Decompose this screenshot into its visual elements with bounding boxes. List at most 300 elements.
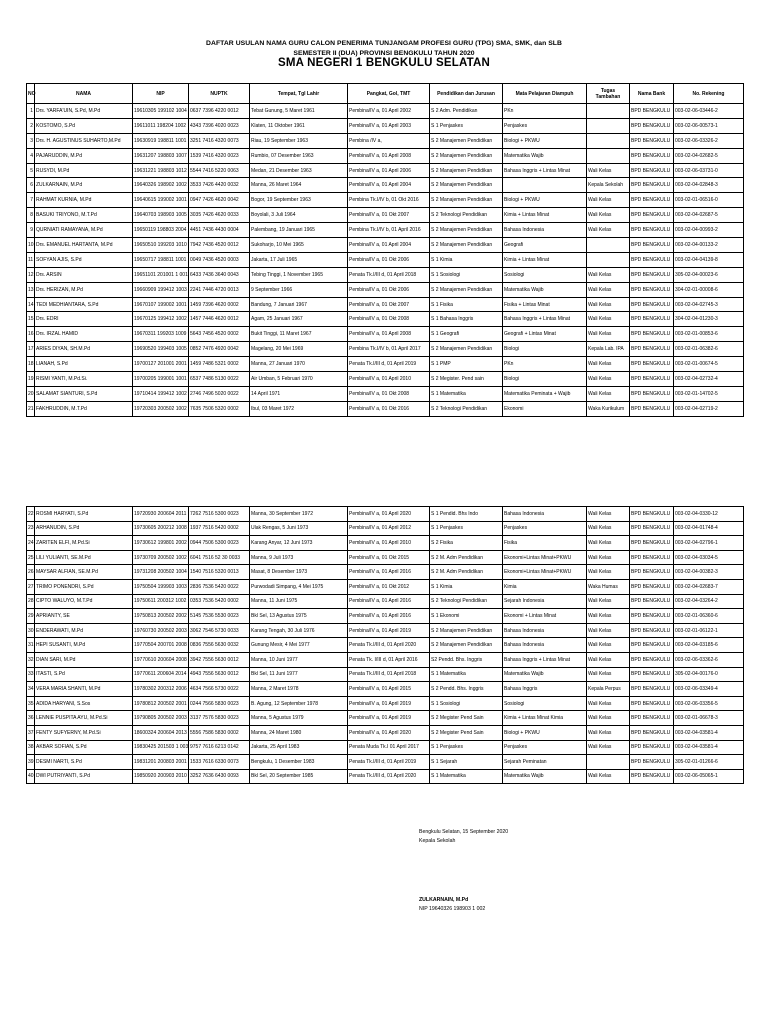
- table-row: [27, 711, 744, 726]
- cell-nuptk: 0637 7396 4220 0012: [189, 104, 250, 119]
- cell-mapel: PKn: [503, 104, 587, 119]
- cell-pangkat: Penata Muda Tk.I 01 April 2017: [348, 740, 430, 755]
- cell-mapel: Fisika: [503, 536, 587, 551]
- cell-pendidikan: S 1 Geografi: [430, 327, 503, 342]
- cell-mapel: Bahasa Inggris + Lintas Minat: [503, 652, 587, 667]
- cell-pendidikan: S 2 Fisika: [430, 536, 503, 551]
- cell-nama: Drs. EMANUEL HARTANTA, M.Pd: [35, 238, 133, 253]
- cell-tugas: Wali Kelas: [587, 740, 630, 755]
- cell-ttl: Manna, 30 September 1972: [250, 507, 348, 522]
- cell-pendidikan: S 1 Penjaskes: [430, 740, 503, 755]
- cell-nuptk: 0244 7566 5830 0023: [189, 696, 250, 711]
- cell-bank: BPD BENGKULU: [630, 267, 674, 282]
- cell-pangkat: Penata Tk.I/III d, 01 April 2019: [348, 755, 430, 770]
- cell-tugas: [587, 238, 630, 253]
- cell-rekening: 003-02-06-00573-1: [674, 118, 744, 133]
- cell-tugas: Wali Kelas: [587, 623, 630, 638]
- table-row: [27, 178, 744, 193]
- cell-nuptk: 3252 7636 6430 0093: [189, 769, 250, 784]
- cell-no: 36: [27, 711, 35, 726]
- cell-mapel: Geografi + Lintas Minat: [503, 327, 587, 342]
- cell-nip: 19760730 200502 2003: [133, 623, 189, 638]
- cell-nip: 19650510 199203 1010: [133, 238, 189, 253]
- table-row: [27, 594, 744, 609]
- table-row: [27, 193, 744, 208]
- cell-no: 5: [27, 163, 35, 178]
- cell-bank: BPD BENGKULU: [630, 725, 674, 740]
- cell-bank: BPD BENGKULU: [630, 372, 674, 387]
- cell-bank: BPD BENGKULU: [630, 252, 674, 267]
- cell-pangkat: Pembina/IV a, 01 April 2002: [348, 104, 430, 119]
- cell-bank: BPD BENGKULU: [630, 550, 674, 565]
- cell-nip: 19730605 200212 1008: [133, 521, 189, 536]
- cell-nuptk: 0353 7536 5420 0002: [189, 594, 250, 609]
- cell-tugas: [587, 755, 630, 770]
- cell-no: 17: [27, 342, 35, 357]
- cell-ttl: Manna, 26 Maret 1964: [250, 178, 348, 193]
- table-row: [27, 342, 744, 357]
- cell-nip: 19670311 199203 1009: [133, 327, 189, 342]
- cell-mapel: Sejarah Peminatan: [503, 755, 587, 770]
- cell-mapel: Sejarah Indonesia: [503, 594, 587, 609]
- cell-rekening: 003-02-01-06382-6: [674, 342, 744, 357]
- cell-bank: BPD BENGKULU: [630, 609, 674, 624]
- cell-pendidikan: S 2 Manajemen Pendidikan: [430, 342, 503, 357]
- cell-tugas: Wali Kelas: [587, 550, 630, 565]
- column-header-nuptk: NUPTK: [189, 84, 250, 104]
- table-row: [27, 312, 744, 327]
- cell-nuptk: 3035 7426 4620 0033: [189, 208, 250, 223]
- cell-nama: APRIANTY, SE: [35, 609, 133, 624]
- table-row: [27, 148, 744, 163]
- cell-ttl: Bkl Sel, 20 September 1985: [250, 769, 348, 784]
- cell-mapel: Ekonomi: [503, 401, 587, 416]
- cell-nama: LILI YULIANTI, SE.M.Pd: [35, 550, 133, 565]
- cell-nip: 19750611 200312 1002: [133, 594, 189, 609]
- table-row: [27, 638, 744, 653]
- signature-place-date: Bengkulu Selatan, 15 September 2020: [419, 829, 509, 835]
- cell-nip: 19720930 200604 2011: [133, 507, 189, 522]
- cell-bank: BPD BENGKULU: [630, 507, 674, 522]
- cell-nama: LENNIE PUSPITA AYU, M.Pd.Si: [35, 711, 133, 726]
- cell-mapel: Fisika + Lintas Minat: [503, 297, 587, 312]
- table-row: [27, 667, 744, 682]
- cell-nama: ARHANUDIN, S.Pd: [35, 521, 133, 536]
- cell-rekening: 003-02-01-06678-3: [674, 711, 744, 726]
- cell-no: 35: [27, 696, 35, 711]
- cell-pangkat: Pembina/IV a, 01 Okt 2006: [348, 282, 430, 297]
- cell-nama: Drs. H. AGUSTINUS SUHARTO,M.Pd: [35, 133, 133, 148]
- cell-pangkat: Penata Tk.I/III d, 01 April 2018: [348, 667, 430, 682]
- cell-pendidikan: S 2 Manajemen Pendidikan: [430, 178, 503, 193]
- column-header-bank: Nama Bank: [630, 84, 674, 104]
- cell-no: 31: [27, 638, 35, 653]
- cell-nama: ENDERAWATI, M.Pd: [35, 623, 133, 638]
- cell-pendidikan: S 2 M. Adm Pendidikan: [430, 565, 503, 580]
- cell-nip: 19640703 198903 1005: [133, 208, 189, 223]
- cell-no: 1: [27, 104, 35, 119]
- table-row: [27, 282, 744, 297]
- cell-tugas: Wali Kelas: [587, 193, 630, 208]
- cell-bank: BPD BENGKULU: [630, 312, 674, 327]
- cell-nuptk: 1457 7446 4620 0012: [189, 312, 250, 327]
- table-row: [27, 682, 744, 697]
- cell-ttl: Ulak Rengas, 5 Juni 1973: [250, 521, 348, 536]
- cell-pendidikan: S 1 Kimia: [430, 579, 503, 594]
- cell-bank: BPD BENGKULU: [630, 386, 674, 401]
- cell-bank: BPD BENGKULU: [630, 297, 674, 312]
- cell-ttl: Rumbio, 07 Desember 1963: [250, 148, 348, 163]
- cell-tugas: Wali Kelas: [587, 521, 630, 536]
- cell-nuptk: 2241 7446 4720 0013: [189, 282, 250, 297]
- cell-no: 37: [27, 725, 35, 740]
- cell-no: 15: [27, 312, 35, 327]
- cell-pendidikan: S 1 Sosiologi: [430, 696, 503, 711]
- cell-pendidikan: S 2 Teknologi Pendidikan: [430, 401, 503, 416]
- cell-rekening: 003-02-04-00133-2: [674, 238, 744, 253]
- cell-ttl: Bkl Sel, 13 Agustus 1975: [250, 609, 348, 624]
- cell-no: 20: [27, 386, 35, 401]
- table-header-row: [27, 84, 744, 104]
- cell-tugas: Wali Kelas: [587, 507, 630, 522]
- table-row: [27, 579, 744, 594]
- cell-tugas: [587, 252, 630, 267]
- cell-mapel: Bahasa Indonesia: [503, 223, 587, 238]
- cell-rekening: 003-02-04-02687-5: [674, 208, 744, 223]
- cell-nama: QURNIATI RAMAYANA, M.Pd: [35, 223, 133, 238]
- cell-pangkat: Pembina/IV a, 01 Okt 2007: [348, 297, 430, 312]
- cell-pangkat: Pembina Tk.I/IV b, 01 April 2017: [348, 342, 430, 357]
- cell-mapel: Matematika Wajib: [503, 282, 587, 297]
- cell-bank: BPD BENGKULU: [630, 342, 674, 357]
- cell-pangkat: Pembina Tk.I/IV b, 01 Okt 2016: [348, 193, 430, 208]
- cell-ttl: Bogor, 19 September 1963: [250, 193, 348, 208]
- cell-pangkat: Penata Tk.I/III d, 01 April 2019: [348, 357, 430, 372]
- cell-mapel: Sosiologi: [503, 267, 587, 282]
- cell-nuptk: 6041 7516 52 30 0033: [189, 550, 250, 565]
- cell-nip: 19640615 199002 1001: [133, 193, 189, 208]
- cell-bank: BPD BENGKULU: [630, 565, 674, 580]
- cell-nuptk: 5556 7586 5830 0002: [189, 725, 250, 740]
- cell-no: 27: [27, 579, 35, 594]
- cell-mapel: PKn: [503, 357, 587, 372]
- cell-ttl: Karang Tengah, 30 Juli 1976: [250, 623, 348, 638]
- cell-pangkat: Pembina/IV a, 01 April 2008: [348, 148, 430, 163]
- cell-no: 30: [27, 623, 35, 638]
- cell-pangkat: Pembina/IV a, 01 April 2016: [348, 609, 430, 624]
- column-header-no: NO: [27, 84, 35, 104]
- signature-role: Kepala Sekolah: [419, 838, 456, 844]
- cell-nip: 19690520 199403 1005: [133, 342, 189, 357]
- cell-no: 23: [27, 521, 35, 536]
- cell-nama: Drs. IRZAL HAMID: [35, 327, 133, 342]
- cell-nuptk: 1459 7396 4620 0002: [189, 297, 250, 312]
- cell-rekening: 003-02-04-02682-5: [674, 148, 744, 163]
- document-subtitle: SEMESTER II (DUA) PROVINSI BENGKULU TAHUN 2020: [293, 50, 475, 57]
- cell-mapel: Biologi: [503, 372, 587, 387]
- cell-pangkat: Pembina/IV a, 01 April 2010: [348, 536, 430, 551]
- cell-nuptk: 0944 7506 5300 0023: [189, 536, 250, 551]
- cell-ttl: Tebat Gunung, 5 Maret 1961: [250, 104, 348, 119]
- cell-tugas: Wali Kelas: [587, 372, 630, 387]
- cell-nama: Drs. ARSIN: [35, 267, 133, 282]
- cell-rekening: 003-02-04-02683-7: [674, 579, 744, 594]
- cell-nuptk: 4943 7556 5630 0012: [189, 667, 250, 682]
- cell-ttl: Manna, 9 Juli 1973: [250, 550, 348, 565]
- table-row: [27, 104, 744, 119]
- table-row: [27, 740, 744, 755]
- cell-pangkat: Penata Tk.I/III d, 01 April 2020: [348, 769, 430, 784]
- cell-mapel: Matematika Peminata + Wajib: [503, 386, 587, 401]
- cell-tugas: Wali Kelas: [587, 594, 630, 609]
- cell-nuptk: 3062 7546 5730 0033: [189, 623, 250, 638]
- cell-bank: BPD BENGKULU: [630, 163, 674, 178]
- cell-mapel: Kimia: [503, 579, 587, 594]
- table-row: [27, 521, 744, 536]
- document-title: DAFTAR USULAN NAMA GURU CALON PENERIMA TUNJANGAM PROFESI GURU (TPG) SMA, SMK, dan SLB: [206, 40, 562, 47]
- cell-tugas: Wali Kelas: [587, 312, 630, 327]
- cell-rekening: 003-02-04-03034-5: [674, 550, 744, 565]
- cell-nuptk: 4451 7436 4430 0004: [189, 223, 250, 238]
- cell-rekening: 003-02-04-03581-4: [674, 725, 744, 740]
- cell-pendidikan: S 1 Sejarah: [430, 755, 503, 770]
- cell-ttl: Ibul, 03 Maret 1972: [250, 401, 348, 416]
- cell-bank: BPD BENGKULU: [630, 148, 674, 163]
- cell-ttl: Manna, 2 Maret 1978: [250, 682, 348, 697]
- cell-pendidikan: S 2 Teknologi Pendidikan: [430, 208, 503, 223]
- cell-pangkat: Pembina/IV a, 01 Okt 2015: [348, 550, 430, 565]
- cell-pangkat: Pembina/IV a, 01 April 2015: [348, 682, 430, 697]
- cell-tugas: Wali Kelas: [587, 711, 630, 726]
- cell-pangkat: Pembina/IV a, 01 Okt 2007: [348, 208, 430, 223]
- cell-nip: 19780812 200502 2001: [133, 696, 189, 711]
- signature-nip: NIP 19640326 198903 1 002: [419, 906, 486, 912]
- cell-pangkat: Penata Tk.I/III d, 01 April 2020: [348, 638, 430, 653]
- cell-pangkat: Pembina/IV a, 01 April 2020: [348, 507, 430, 522]
- table-row: [27, 550, 744, 565]
- cell-nama: RISMI YANTI, M.Pd.Si.: [35, 372, 133, 387]
- cell-nip: 19700205 199001 1001: [133, 372, 189, 387]
- cell-tugas: Kepala Perpus: [587, 682, 630, 697]
- cell-no: 9: [27, 223, 35, 238]
- cell-nip: 19730709 200502 1002: [133, 550, 189, 565]
- cell-no: 14: [27, 297, 35, 312]
- cell-ttl: Bukit Tinggi, 11 Maret 1967: [250, 327, 348, 342]
- cell-rekening: 003-02-04-04139-8: [674, 252, 744, 267]
- cell-pendidikan: S 2 Manajemen Pendidikan: [430, 623, 503, 638]
- cell-no: 29: [27, 609, 35, 624]
- cell-pangkat: Pembina/IV a, 01 April 2008: [348, 327, 430, 342]
- cell-nama: TEDI MEDHIANTARA, S.Pd: [35, 297, 133, 312]
- cell-nuptk: 0947 7426 4620 0042: [189, 193, 250, 208]
- cell-rekening: 003-02-06-03362-6: [674, 652, 744, 667]
- cell-rekening: 003-02-06-05065-1: [674, 769, 744, 784]
- cell-pangkat: Pembina/IV a, 01 April 2004: [348, 178, 430, 193]
- cell-nip: 19750504 199903 1003: [133, 579, 189, 594]
- table-row: [27, 609, 744, 624]
- cell-ttl: Manna, 10 Juni 1977: [250, 652, 348, 667]
- cell-pendidikan: S 1 Sosiologi: [430, 267, 503, 282]
- cell-pendidikan: S 1 Kimia: [430, 252, 503, 267]
- table-row: [27, 297, 744, 312]
- signature-name: ZULKARNAIN, M.Pd: [419, 897, 469, 903]
- table-row: [27, 623, 744, 638]
- cell-nip: 19660909 199412 1003: [133, 282, 189, 297]
- cell-pendidikan: S 2 Manajemen Pendidikan: [430, 163, 503, 178]
- cell-nip: 19670107 199002 1001: [133, 297, 189, 312]
- cell-tugas: Wali Kelas: [587, 282, 630, 297]
- cell-no: 24: [27, 536, 35, 551]
- cell-no: 10: [27, 238, 35, 253]
- cell-nama: ROSMI HARYATI, S.Pd: [35, 507, 133, 522]
- cell-ttl: 9 September 1966: [250, 282, 348, 297]
- cell-mapel: Bahasa Indonesia: [503, 638, 587, 653]
- cell-bank: BPD BENGKULU: [630, 652, 674, 667]
- cell-nuptk: 3533 7426 4420 0032: [189, 178, 250, 193]
- cell-ttl: Sukoharjo, 10 Mei 1965: [250, 238, 348, 253]
- cell-mapel: [503, 178, 587, 193]
- cell-tugas: Wali Kelas: [587, 163, 630, 178]
- cell-mapel: Ekonomi + Lintas Minat: [503, 609, 587, 624]
- cell-tugas: Wali Kelas: [587, 667, 630, 682]
- cell-pangkat: Penata Tk.I/III d, 01 April 2018: [348, 267, 430, 282]
- cell-no: 13: [27, 282, 35, 297]
- cell-nama: VERA MARIA SHANTI, M.Pd: [35, 682, 133, 697]
- cell-nip: 19650717 198811 1001: [133, 252, 189, 267]
- cell-nuptk: 1540 7516 5320 0013: [189, 565, 250, 580]
- cell-no: 2: [27, 118, 35, 133]
- cell-tugas: [587, 133, 630, 148]
- column-header-tugas: Tugas Tambahan: [587, 84, 630, 104]
- cell-rekening: 003-02-04-03581-4: [674, 740, 744, 755]
- cell-pendidikan: S 2 Manajemen Pendidikan: [430, 193, 503, 208]
- cell-pendidikan: S 2 Manajemen Pendidikan: [430, 223, 503, 238]
- cell-nip: 19631221 198803 1012: [133, 163, 189, 178]
- cell-pangkat: Pembina/IV a, 01 April 2010: [348, 372, 430, 387]
- cell-mapel: Bahasa Inggris + Lintas Minat: [503, 312, 587, 327]
- cell-bank: BPD BENGKULU: [630, 623, 674, 638]
- table-row: [27, 696, 744, 711]
- cell-nip: 19731208 200502 1004: [133, 565, 189, 580]
- cell-ttl: Tebing Tinggi, 1 November 1965: [250, 267, 348, 282]
- cell-nama: SALAMAT SIANTURI, S.Pd: [35, 386, 133, 401]
- cell-rekening: 003-02-04-0330-12: [674, 507, 744, 522]
- cell-no: 28: [27, 594, 35, 609]
- cell-no: 6: [27, 178, 35, 193]
- cell-nip: 19770504 200701 2008: [133, 638, 189, 653]
- cell-rekening: 003-02-04-00993-2: [674, 223, 744, 238]
- cell-mapel: Bahasa Inggris + Lintas Minat: [503, 163, 587, 178]
- table-row: [27, 163, 744, 178]
- cell-ttl: Masat, 8 Desember 1973: [250, 565, 348, 580]
- cell-rekening: 305-02-04-00176-0: [674, 667, 744, 682]
- cell-rekening: 003-02-01-00674-5: [674, 357, 744, 372]
- cell-pangkat: Pembina/IV a, 01 April 2020: [348, 725, 430, 740]
- cell-mapel: Biologi + PKWU: [503, 725, 587, 740]
- cell-bank: BPD BENGKULU: [630, 223, 674, 238]
- cell-nip: 19730612 199801 2002: [133, 536, 189, 551]
- cell-rekening: 003-02-04-00382-3: [674, 565, 744, 580]
- column-header-mapel: Mata Pelajaran Diampuh: [503, 84, 587, 104]
- cell-nuptk: 1459 7486 5321 0002: [189, 357, 250, 372]
- cell-pendidikan: S 1 Matematika: [430, 769, 503, 784]
- table-row: [27, 357, 744, 372]
- cell-pendidikan: S 1 Matematika: [430, 386, 503, 401]
- cell-mapel: Kimia + Lintas Minat: [503, 208, 587, 223]
- column-header-pangkat: Pangkat, Gol, TMT: [348, 84, 430, 104]
- column-header-pendidikan: Pendidikan dan Jurusan: [430, 84, 503, 104]
- cell-bank: BPD BENGKULU: [630, 282, 674, 297]
- cell-rekening: 003-02-04-02848-3: [674, 178, 744, 193]
- cell-pangkat: Pembina Tk.I/IV b, 01 April 2016: [348, 223, 430, 238]
- cell-pendidikan: S 2 Manajemen Pendidikan: [430, 238, 503, 253]
- school-name: SMA NEGERI 1 BENGKULU SELATAN: [278, 57, 490, 69]
- table-row: [27, 327, 744, 342]
- table-row: [27, 565, 744, 580]
- cell-rekening: 003-02-04-03185-6: [674, 638, 744, 653]
- cell-pangkat: Pembina/IV a, 01 Okt 2008: [348, 386, 430, 401]
- cell-rekening: 003-02-06-03731-0: [674, 163, 744, 178]
- cell-bank: BPD BENGKULU: [630, 104, 674, 119]
- cell-rekening: 003-02-01-06122-1: [674, 623, 744, 638]
- cell-no: 11: [27, 252, 35, 267]
- cell-nip: 19850920 200903 2010: [133, 769, 189, 784]
- cell-bank: BPD BENGKULU: [630, 521, 674, 536]
- cell-bank: BPD BENGKULU: [630, 178, 674, 193]
- cell-nama: LIANAH, S.Pd: [35, 357, 133, 372]
- cell-pangkat: Pembina/IV a, 01 April 2019: [348, 623, 430, 638]
- cell-nuptk: 0852 7476 4920 0042: [189, 342, 250, 357]
- cell-nama: BASUKI TRIYONO, M.T.Pd: [35, 208, 133, 223]
- cell-rekening: 003-02-04-02719-2: [674, 401, 744, 416]
- cell-nuptk: 5145 7536 5530 0023: [189, 609, 250, 624]
- table-row: [27, 372, 744, 387]
- cell-bank: BPD BENGKULU: [630, 238, 674, 253]
- cell-no: 16: [27, 327, 35, 342]
- cell-nip: 19611011 198204 1002: [133, 118, 189, 133]
- cell-nama: KOSTOMO, S.Pd: [35, 118, 133, 133]
- cell-pendidikan: S 2 Megister. Pend sain: [430, 372, 503, 387]
- cell-pendidikan: S 2 Teknologi Pendidikan: [430, 594, 503, 609]
- cell-mapel: Penjaskes: [503, 521, 587, 536]
- cell-nuptk: 7942 7436 4520 0012: [189, 238, 250, 253]
- cell-bank: BPD BENGKULU: [630, 682, 674, 697]
- cell-nuptk: 1533 7616 6330 0073: [189, 755, 250, 770]
- cell-rekening: 003-02-04-02745-3: [674, 297, 744, 312]
- cell-bank: BPD BENGKULU: [630, 193, 674, 208]
- cell-no: 33: [27, 667, 35, 682]
- table-row: [27, 507, 744, 522]
- cell-mapel: Ekonomi+Lintas Minat+PKWU: [503, 565, 587, 580]
- cell-ttl: Bengkulu, 1 Desember 1983: [250, 755, 348, 770]
- cell-tugas: Wali Kelas: [587, 327, 630, 342]
- table-row: [27, 267, 744, 282]
- column-header-nip: NIP: [133, 84, 189, 104]
- cell-pendidikan: S 2 M. Adm Pendidikan: [430, 550, 503, 565]
- cell-no: 3: [27, 133, 35, 148]
- cell-pendidikan: S 1 PMP: [430, 357, 503, 372]
- cell-no: 4: [27, 148, 35, 163]
- cell-no: 39: [27, 755, 35, 770]
- cell-rekening: 003-02-06-03356-5: [674, 696, 744, 711]
- cell-nip: 19710414 199412 1002: [133, 386, 189, 401]
- cell-ttl: Purwodadi Simpang, 4 Mei 1975: [250, 579, 348, 594]
- cell-tugas: Wali Kelas: [587, 267, 630, 282]
- cell-pendidikan: S 2 Adm. Pendidikan: [430, 104, 503, 119]
- cell-mapel: Bahasa Indonesia: [503, 623, 587, 638]
- cell-bank: BPD BENGKULU: [630, 579, 674, 594]
- cell-tugas: Wali Kelas: [587, 725, 630, 740]
